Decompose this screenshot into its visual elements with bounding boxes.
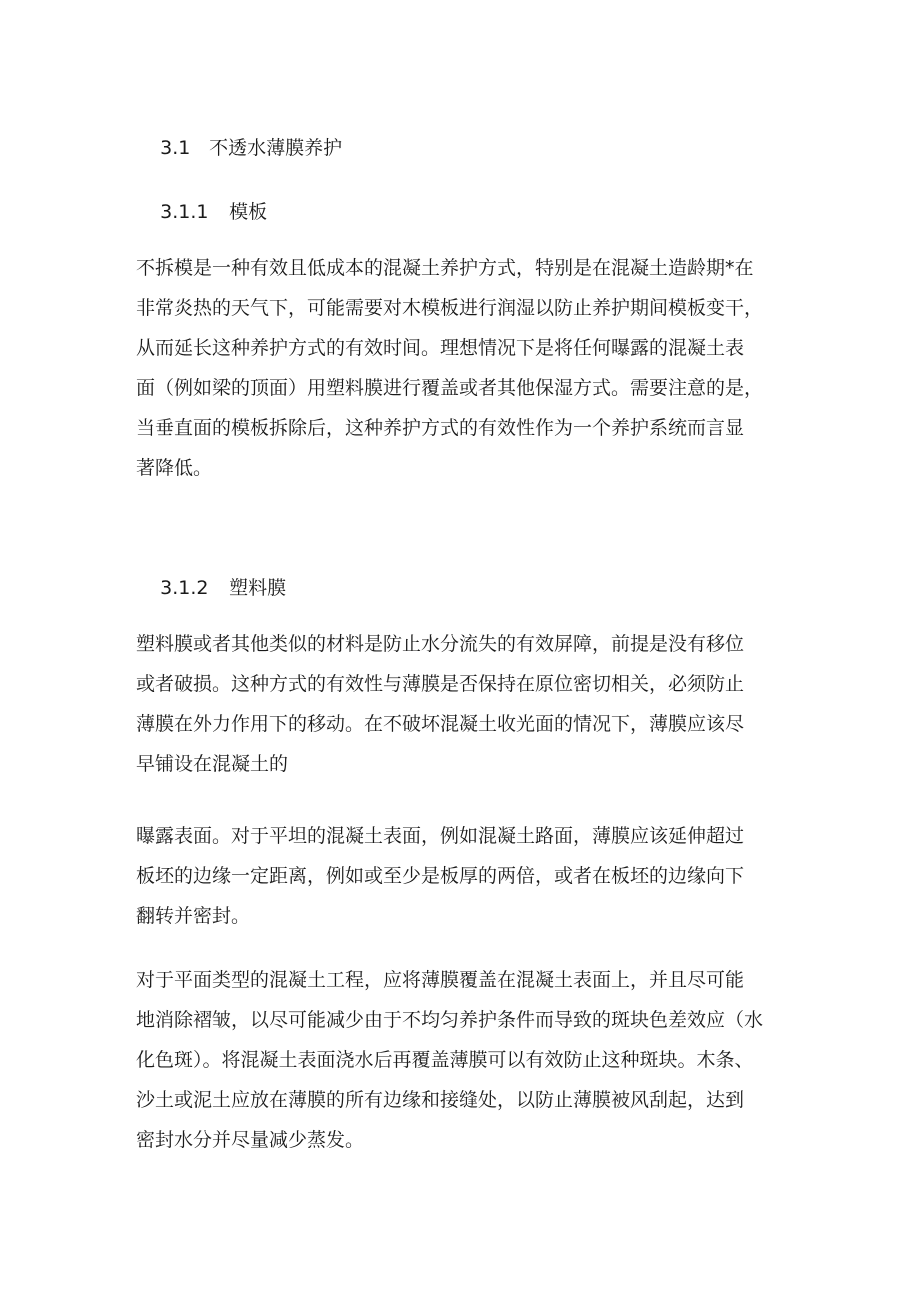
text-line: 薄膜在外力作用下的移动。在不破坏混凝土收光面的情况下，薄膜应该尽	[136, 713, 745, 735]
text-line: 板坯的边缘一定距离，例如或至少是板厚的两倍，或者在板坯的边缘向下	[136, 865, 745, 887]
heading-3-1	[136, 112, 342, 184]
paragraph-plastic-film-1	[136, 624, 796, 784]
text-line: 从而延长这种养护方式的有效时间。理想情况下是将任何曝露的混凝土表	[136, 337, 745, 359]
text-line: 不拆模是一种有效且低成本的混凝土养护方式，特别是在混凝土造龄期*在	[136, 257, 754, 279]
paragraph-formwork	[136, 248, 796, 488]
text-line: 对于平面类型的混凝土工程，应将薄膜覆盖在混凝土表面上，并且尽可能	[136, 969, 745, 991]
paragraph-plastic-film-3	[136, 960, 796, 1160]
heading-3-1-2	[136, 552, 286, 624]
text-line: 翻转并密封。	[136, 905, 251, 927]
text-line: 早铺设在混凝土的	[136, 753, 289, 775]
text-line: 塑料膜或者其他类似的材料是防止水分流失的有效屏障，前提是没有移位	[136, 633, 745, 655]
text-line: 或者破损。这种方式的有效性与薄膜是否保持在原位密切相关，必须防止	[136, 673, 745, 695]
text-line: 地消除褶皱，以尽可能减少由于不均匀养护条件而导致的斑块色差效应（水	[136, 1009, 764, 1031]
text-line: 密封水分并尽量减少蒸发。	[136, 1129, 365, 1151]
text-line: 沙土或泥土应放在薄膜的所有边缘和接缝处，以防止薄膜被风刮起，达到	[136, 1089, 745, 1111]
heading-number: 3.1.1	[160, 201, 209, 223]
text-line: 面（例如梁的顶面）用塑料膜进行覆盖或者其他保湿方式。需要注意的是，	[136, 377, 764, 399]
text-line: 化色斑）。将混凝土表面浇水后再覆盖薄膜可以有效防止这种斑块。木条、	[136, 1049, 754, 1071]
text-line: 著降低。	[136, 457, 213, 479]
text-line: 曝露表面。对于平坦的混凝土表面，例如混凝土路面，薄膜应该延伸超过	[136, 825, 745, 847]
heading-number: 3.1	[160, 137, 191, 159]
paragraph-plastic-film-2	[136, 816, 796, 936]
heading-3-1-1	[136, 176, 267, 248]
heading-title: 不透水薄膜养护	[209, 137, 343, 159]
text-line: 非常炎热的天气下，可能需要对木模板进行润湿以防止养护期间模板变干，	[136, 297, 764, 319]
heading-title: 模板	[229, 201, 268, 223]
text-line: 当垂直面的模板拆除后，这种养护方式的有效性作为一个养护系统而言显	[136, 417, 745, 439]
heading-number: 3.1.2	[160, 577, 209, 599]
heading-title: 塑料膜	[229, 577, 287, 599]
